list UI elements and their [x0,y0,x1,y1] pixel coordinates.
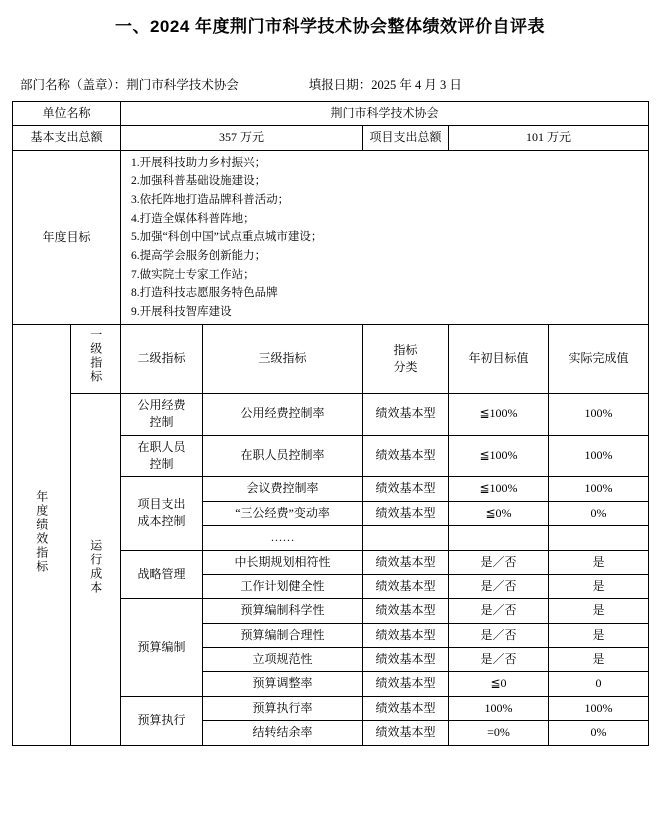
basic-expense-label: 基本支出总额 [13,126,121,150]
target-value: ≦0% [449,501,549,525]
target-value: 100% [449,696,549,720]
level2-indicator: 项目支出 成本控制 [121,477,203,550]
level2-indicator: 预算编制 [121,599,203,697]
level2-indicator: 在职人员 控制 [121,435,203,477]
row-label-annual-perf-index: 年度绩效指标 [13,325,71,745]
target-value: ≦100% [449,393,549,435]
actual-value: 是 [549,623,649,647]
level3-indicator: 中长期规划相符性 [203,550,363,574]
indicator-category: 绩效基本型 [363,477,449,501]
document-page [0,12,660,746]
column-header-target-value: 年初目标值 [449,325,549,393]
date-label: 填报日期： [308,78,372,92]
list-item: 5.加强“科创中国”试点重点城市建设； [131,231,323,244]
level3-indicator: 预算执行率 [203,696,363,720]
actual-value: 是 [549,574,649,598]
actual-value [549,526,649,550]
level3-indicator: 工作计划健全性 [203,574,363,598]
indicator-category: 绩效基本型 [363,648,449,672]
table-header-row [13,325,649,393]
indicator-category: 绩效基本型 [363,435,449,477]
annual-goal-value [121,150,649,325]
actual-value: 100% [549,477,649,501]
indicator-category: 绩效基本型 [363,696,449,720]
level3-indicator: 结转结余率 [203,721,363,745]
target-value: ≦100% [449,477,549,501]
list-item: 2.加强科普基础设施建设； [131,175,267,188]
level3-indicator: 预算编制合理性 [203,623,363,647]
list-item: 3.依托阵地打造品牌科普活动； [131,194,290,207]
table-row-annual-goal [13,150,649,325]
page-title: 一、2024 年度荆门市科学技术协会整体绩效评价自评表 [114,17,546,36]
row-label-operating-cost: 运行成本 [71,393,121,745]
actual-value: 是 [549,550,649,574]
actual-value: 0% [549,721,649,745]
project-expense-value: 101 万元 [449,126,649,150]
target-value: 是／否 [449,623,549,647]
table-row [13,393,649,435]
indicator-category [363,526,449,550]
indicator-category: 绩效基本型 [363,599,449,623]
list-item: 6.提高学会服务创新能力； [131,249,267,262]
target-value: 是／否 [449,574,549,598]
list-item: 7.做实院士专家工作站； [131,268,255,281]
target-value: ≦100% [449,435,549,477]
department-meta [20,75,239,93]
table-row-expense [13,126,649,150]
level3-indicator: 立项规范性 [203,648,363,672]
level2-indicator: 预算执行 [121,696,203,745]
annual-goal-list [123,154,646,322]
basic-expense-value: 357 万元 [121,126,363,150]
table-row-unit-name [13,102,649,126]
level3-indicator: …… [203,526,363,550]
actual-value: 100% [549,393,649,435]
level3-indicator: 在职人员控制率 [203,435,363,477]
department-value: 荆门市科学技术协会 [126,78,239,92]
date-meta [309,75,462,93]
target-value [449,526,549,550]
level3-indicator: 预算编制科学性 [203,599,363,623]
column-header-level3: 三级指标 [203,325,363,393]
actual-value: 是 [549,599,649,623]
level3-indicator: 公用经费控制率 [203,393,363,435]
column-header-category: 指标 分类 [363,325,449,393]
actual-value: 100% [549,696,649,720]
unit-name-label: 单位名称 [13,102,121,126]
indicator-category: 绩效基本型 [363,550,449,574]
indicator-category: 绩效基本型 [363,501,449,525]
actual-value: 是 [549,648,649,672]
column-header-level1: 一级指标 [71,325,121,393]
date-value: 2025 年 4 月 3 日 [371,78,462,92]
target-value: 是／否 [449,550,549,574]
indicator-category: 绩效基本型 [363,623,449,647]
actual-value: 100% [549,435,649,477]
level2-indicator: 公用经费 控制 [121,393,203,435]
target-value: ≦0 [449,672,549,696]
meta-row [12,75,648,93]
indicator-category: 绩效基本型 [363,574,449,598]
column-header-actual-value: 实际完成值 [549,325,649,393]
level3-indicator: 会议费控制率 [203,477,363,501]
self-evaluation-table [12,101,649,746]
indicator-category: 绩效基本型 [363,672,449,696]
target-value: =0% [449,721,549,745]
level3-indicator: “三公经费”变动率 [203,501,363,525]
project-expense-label: 项目支出总额 [363,126,449,150]
list-item: 9.开展科技智库建设 [131,305,232,318]
list-item: 1.开展科技助力乡村振兴； [131,156,267,169]
list-item: 4.打造全媒体科普阵地； [131,212,255,225]
annual-goal-label: 年度目标 [13,150,121,325]
target-value: 是／否 [449,599,549,623]
indicator-category: 绩效基本型 [363,393,449,435]
department-label: 部门名称（盖章）： [20,78,127,92]
list-item: 8.打造科技志愿服务特色品牌 [131,287,278,300]
actual-value: 0% [549,501,649,525]
actual-value: 0 [549,672,649,696]
indicator-category: 绩效基本型 [363,721,449,745]
unit-name-value: 荆门市科学技术协会 [121,102,649,126]
target-value: 是／否 [449,648,549,672]
level3-indicator: 预算调整率 [203,672,363,696]
column-header-level2: 二级指标 [121,325,203,393]
level2-indicator: 战略管理 [121,550,203,599]
